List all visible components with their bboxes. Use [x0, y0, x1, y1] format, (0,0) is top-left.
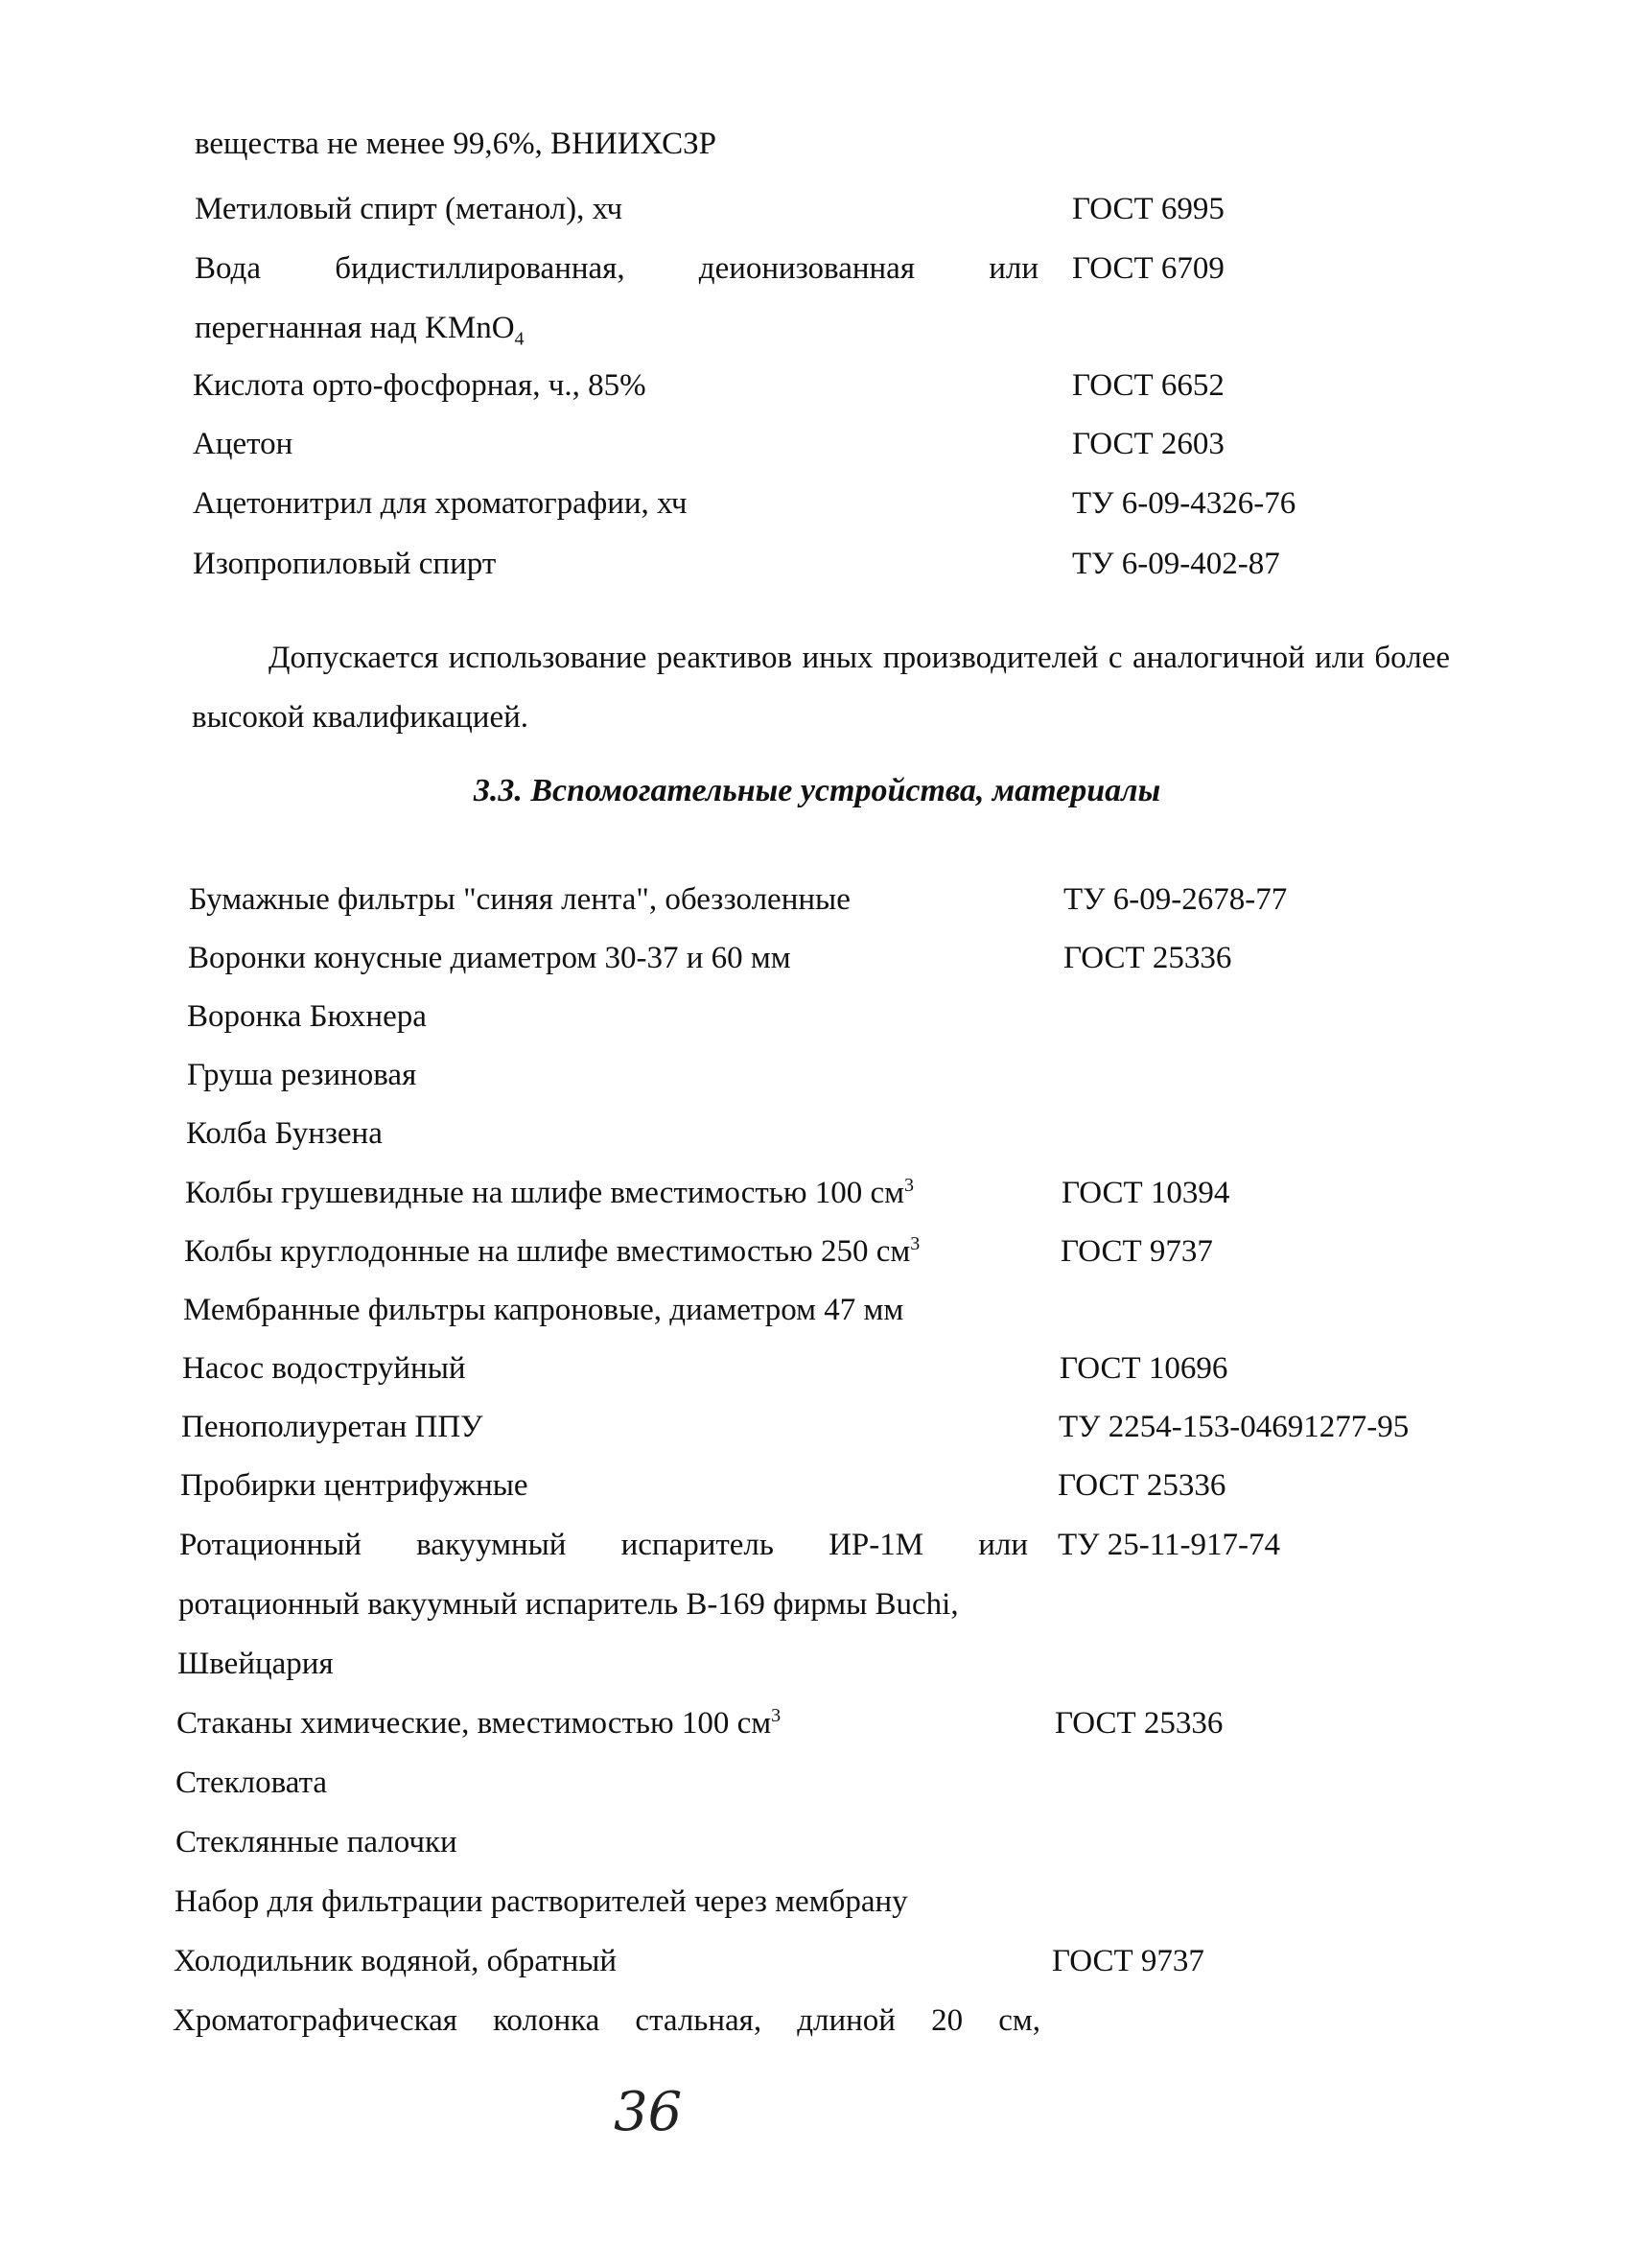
reagent-name-word: Вода: [195, 251, 261, 286]
superscript: 3: [910, 1233, 921, 1254]
equipment-name: Стекловата: [175, 1765, 328, 1800]
reagent-standard: ТУ 6-09-4326-76: [1072, 486, 1296, 521]
equipment-name: Бумажные фильтры "синяя лента", обеззоленные: [189, 882, 851, 917]
equipment-name-word: стальная,: [635, 2003, 762, 2038]
equipment-standard: ГОСТ 25336: [1055, 1706, 1224, 1741]
reagent-standard: ГОСТ 6652: [1072, 368, 1225, 403]
equipment-name: Колбы грушевидные на шлифе вместимостью 100 $см^3$: [185, 1175, 915, 1210]
equipment-name-word: вакуумный: [416, 1528, 567, 1562]
equipment-name: Воронки конусные диаметром 30-37 и 60 мм: [188, 941, 791, 975]
equipment-standard: ТУ 25-11-917-74: [1058, 1528, 1281, 1562]
equipment-name: Пенополиуретан ППУ: [181, 1410, 483, 1444]
equipment-standard: ГОСТ 9737: [1061, 1234, 1213, 1269]
section-heading: 3.3. Вспомогательные устройства, материалы: [473, 773, 1161, 808]
reagent-name-word: бидистиллированная,: [335, 251, 625, 286]
equipment-name-word: см,: [998, 2003, 1040, 2038]
equipment-name-word: Хроматографическая: [173, 2003, 457, 2038]
reagent-standard: ГОСТ 2603: [1072, 427, 1225, 461]
equipment-name: Колбы круглодонные на шлифе вместимостью 250 $см^3$: [184, 1233, 921, 1269]
reagent-continuation-text: вещества не менее 99,6%, ВНИИХСЗР: [195, 127, 717, 161]
equipment-name: Груша резиновая: [187, 1058, 417, 1092]
page-number: 36: [614, 2081, 683, 2143]
equipment-standard: ГОСТ 10696: [1060, 1351, 1228, 1386]
equipment-name-line3: Швейцария: [177, 1647, 334, 1681]
equipment-name: Воронка Бюхнера: [187, 999, 427, 1034]
reagent-standard: ГОСТ 6995: [1072, 192, 1225, 226]
superscript: 3: [904, 1175, 915, 1196]
reagent-name-word: деионизованная: [698, 251, 915, 286]
reagent-name: Ацетон: [193, 427, 293, 461]
equipment-name-word: или: [978, 1528, 1028, 1562]
equipment-name: Набор для фильтрации растворителей через мембрану: [175, 1884, 908, 1919]
equipment-name-line1: [179, 1526, 1028, 1564]
equipment-name-word: колонка: [493, 2003, 600, 2038]
reagent-name-line1: [195, 249, 1039, 288]
equipment-standard: ГОСТ 25336: [1058, 1468, 1226, 1503]
reagent-standard: ТУ 6-09-402-87: [1072, 547, 1280, 581]
equipment-name: Колба Бунзена: [186, 1116, 383, 1151]
equipment-name-word: длиной: [797, 2003, 896, 2038]
equipment-standard: ТУ 2254-153-04691277-95: [1059, 1410, 1410, 1444]
equipment-name-word: Ротационный: [179, 1528, 362, 1562]
equipment-standard: ТУ 6-09-2678-77: [1063, 882, 1288, 917]
equipment-name: Стаканы химические, вместимостью 100 $см^3$: [176, 1705, 782, 1741]
reagent-name: Изопропиловый спирт: [193, 547, 497, 581]
reagent-name-word: или: [989, 251, 1039, 286]
equipment-name: Холодильник водяной, обратный: [174, 1944, 618, 1978]
reagent-name: Ацетонитрил для хроматографии, хч: [193, 486, 688, 521]
equipment-name-word: 20: [931, 2003, 964, 2038]
reagents-note: Допускается использование реактивов иных производителей с аналогичной или более высокой квалификацией.: [192, 641, 1450, 735]
reagent-name: Метиловый спирт (метанол), хч: [195, 192, 623, 226]
superscript: 3: [771, 1705, 782, 1726]
equipment-name-word: испаритель: [620, 1528, 774, 1562]
equipment-standard: ГОСТ 10394: [1062, 1176, 1230, 1210]
equipment-name: Насос водоструйный: [182, 1351, 466, 1386]
equipment-standard: ГОСТ 25336: [1063, 941, 1232, 975]
equipment-name-line2: ротационный вакуумный испаритель B-169 фирмы Buchi,: [178, 1587, 959, 1622]
equipment-name: Мембранные фильтры капроновые, диаметром 47 мм: [183, 1293, 904, 1327]
reagent-name-line2: перегнанная над KMnO$_4$: [195, 311, 525, 350]
equipment-name: Пробирки центрифужные: [180, 1468, 528, 1503]
subscript: 4: [514, 328, 525, 350]
equipment-standard: ГОСТ 9737: [1052, 1944, 1204, 1978]
equipment-name: Стеклянные палочки: [175, 1825, 457, 1859]
reagent-name: Кислота орто-фосфорная, ч., 85%: [193, 368, 646, 403]
equipment-name-justified: [173, 2001, 1040, 2040]
reagent-standard: ГОСТ 6709: [1072, 251, 1225, 286]
equipment-name-word: ИР-1М: [829, 1528, 924, 1562]
